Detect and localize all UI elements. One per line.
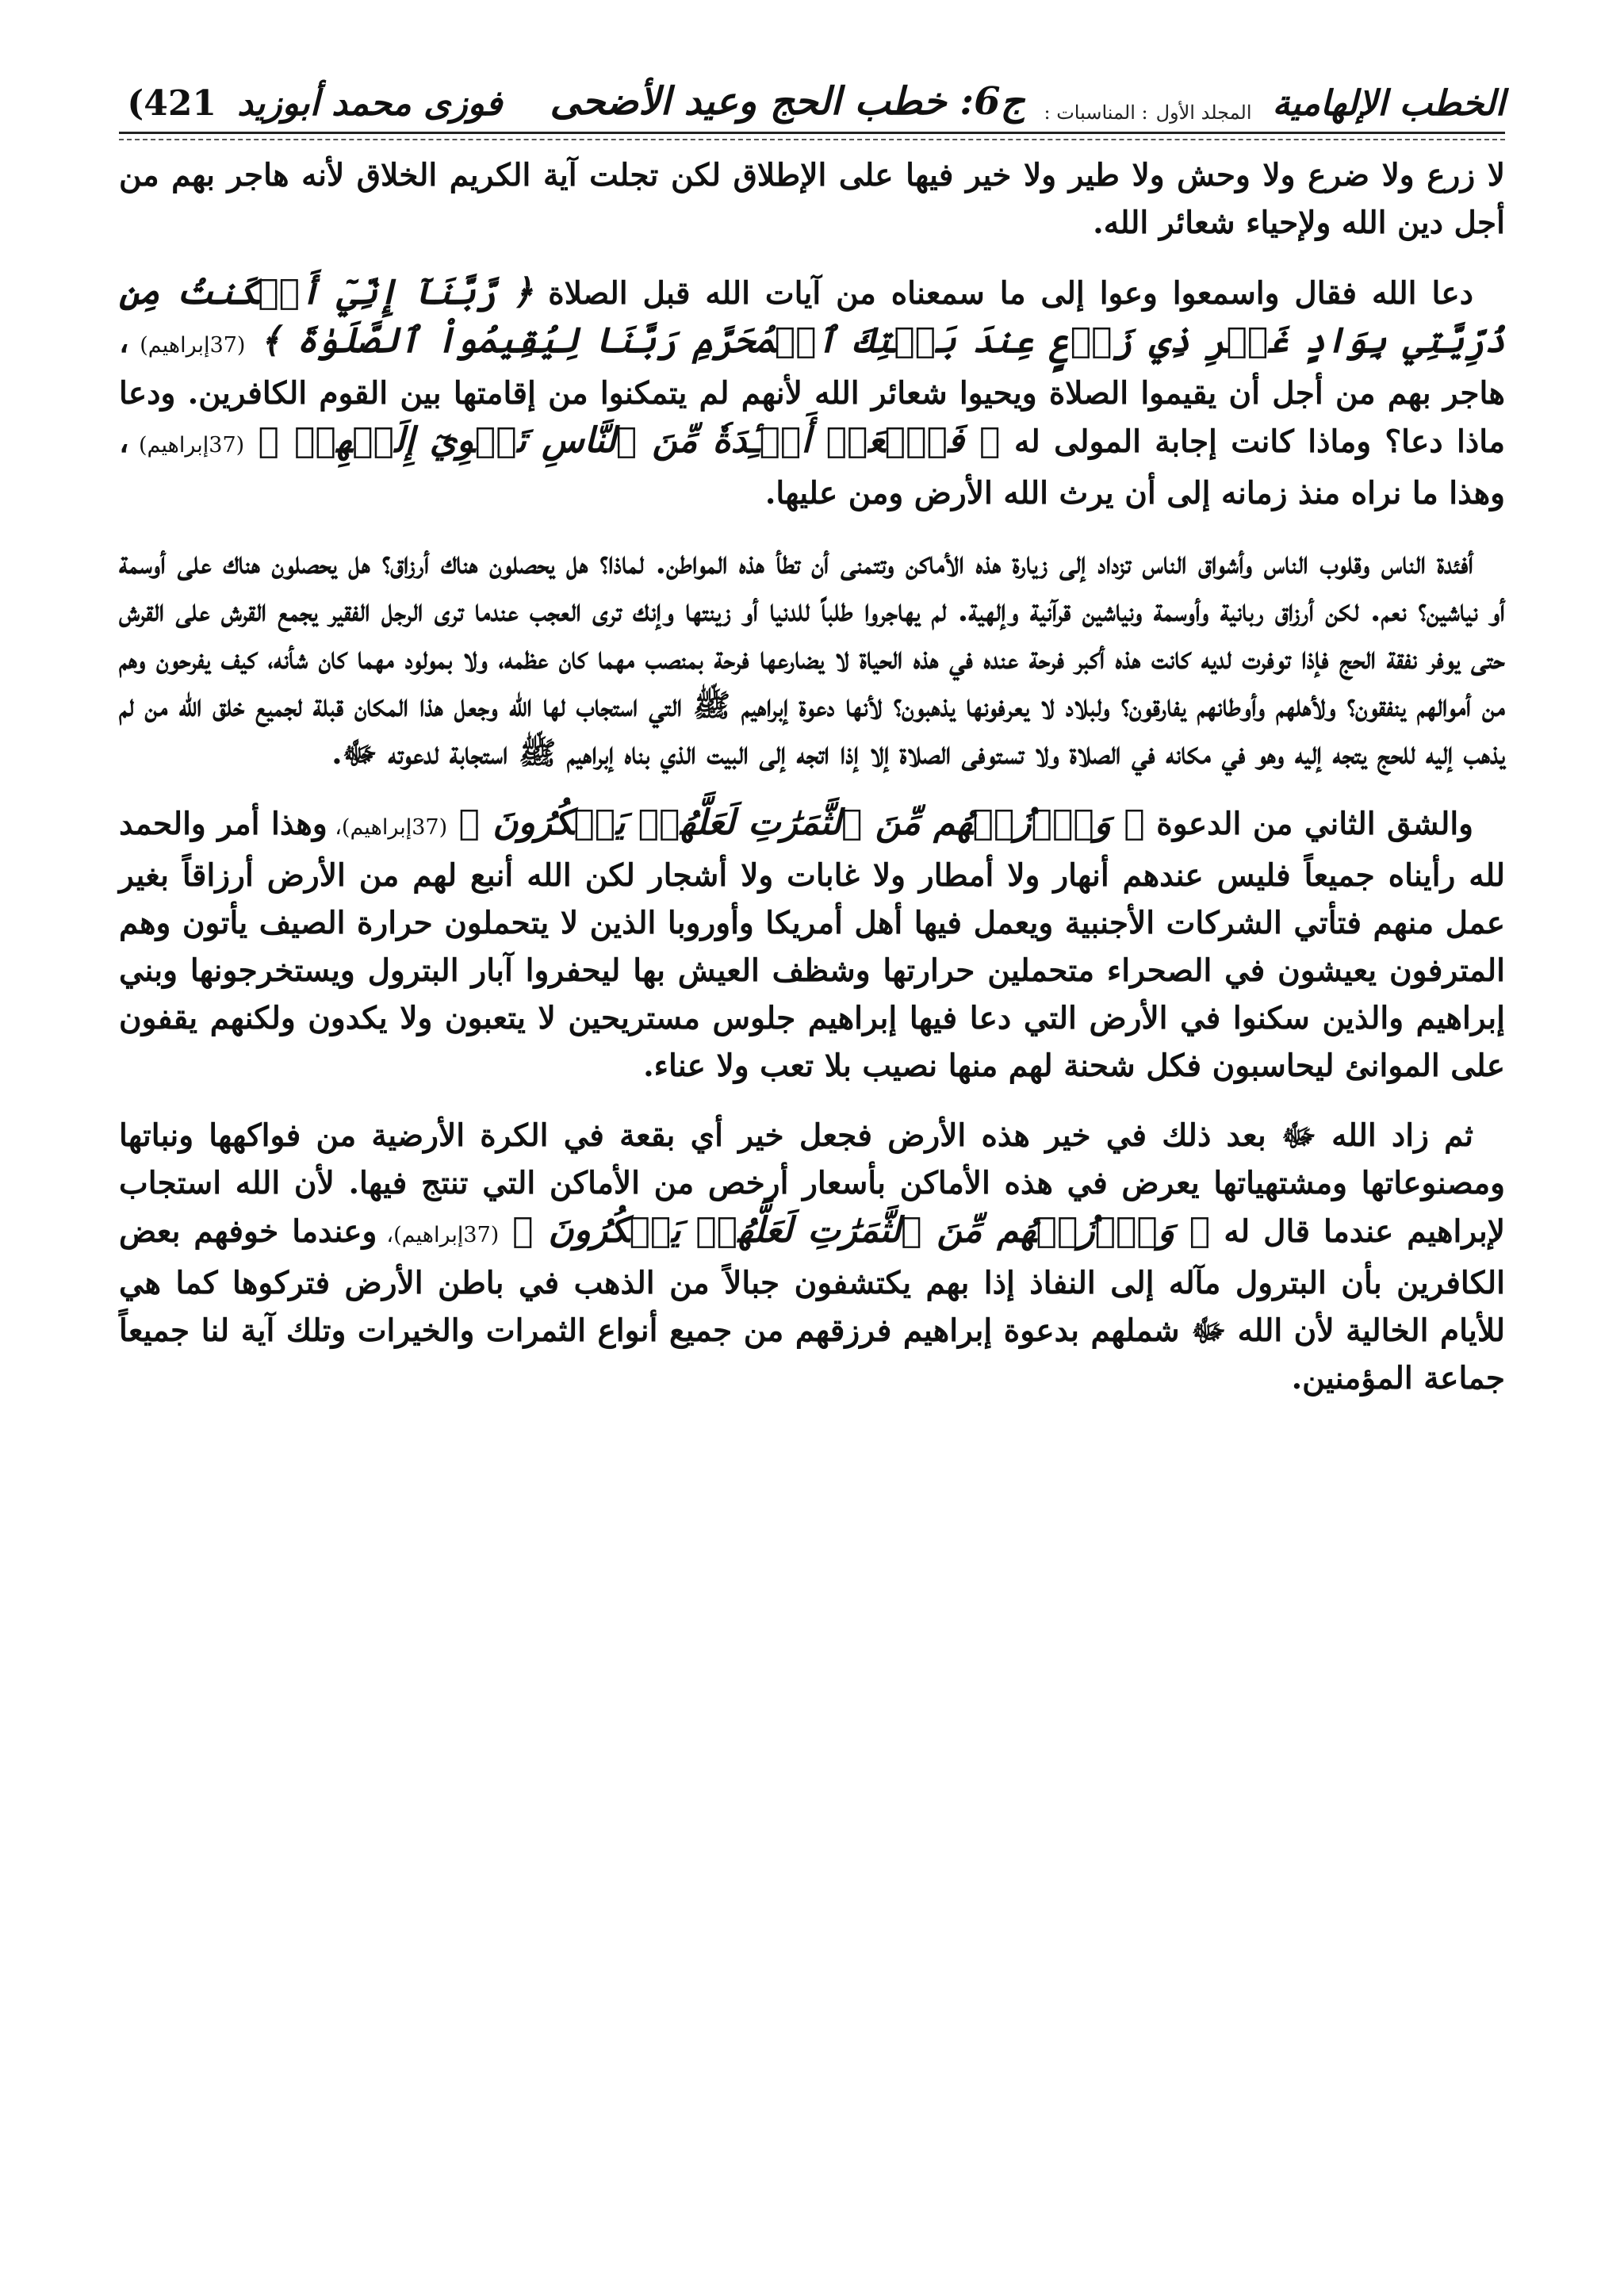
verse-reference: (37إبراهيم)، [327, 815, 448, 840]
running-header [119, 73, 1505, 124]
paragraph-text: وعندما خوفهم بعض الكافرين بأن البترول مآله إلى النفاذ إذا بهم يكتشفون جبالاً من الذهب في باطن الأرض فتركوها كما هي للأيام الخالية لأن الله ﷻ شملهم بدعوة إبراهيم فرزقهم من جميع أنواع الثمرات والخيرات وتلك آية لنا جميعاً جماعة المؤمنين. [119, 1213, 1505, 1396]
topic-label: : المناسبات : [1044, 102, 1148, 124]
paragraph-text: والشق الثاني من الدعوة [1144, 806, 1474, 842]
paragraph-text: ثم زاد الله ﷻ بعد ذلك في خير هذه الأرض فجعل خير أي بقعة في الكرة الأرضية من فواكهها ونباتها ومصنوعاتها ومشتهياتها يعرض في هذه الأماكن بأسعار أرخص من الأماكن التي تنتج فيها. لأن الله استجاب لإبراهيم عندما قال له [119, 1117, 1506, 1250]
chapter-title: ج6: خطب الحج وعيد الأضحى [550, 79, 1025, 124]
quran-verse: ﴿ رَّبَّنَآ إِنِّيٓ أَسۡكَنتُ مِن ذُرِّيَّتِي بِوَادٍ غَيۡرِ ذِي زَرۡعٍ عِندَ بَيۡتِكَ ٱلۡمُحَرَّمِ رَبَّنَا لِيُقِيمُواْ ٱلصَّلَوٰةَ ﴾ [119, 272, 1506, 361]
paragraph [119, 269, 1505, 517]
quran-verse: ﴿ وَٱرۡزُقۡهُم مِّنَ ٱلثَّمَرَٰتِ لَعَلَّهُمۡ يَشۡكُرُونَ ﴾ [458, 803, 1145, 843]
paragraph [119, 151, 1505, 247]
paragraph [119, 799, 1505, 1090]
paragraph-text: ، وهذا ما نراه منذ زمانه إلى أن يرث الله الأرض ومن عليها. [119, 423, 1505, 511]
paragraph-text: دعا الله فقال واسمعوا وعوا إلى ما سمعناه من آيات الله قبل الصلاة [533, 275, 1473, 312]
header-dashed-rule [119, 139, 1505, 140]
paragraph [119, 1112, 1505, 1402]
volume-label: المجلد الأول [1155, 102, 1252, 124]
book-title: الخطب الإلهامية [1272, 83, 1505, 124]
verse-reference: (37إبراهيم) [128, 333, 246, 358]
author-name: فوزى محمد أبوزيد [237, 83, 503, 124]
paragraph-text: أفئدة الناس وقلوب الناس وأشواق الناس تزداد إلى زيارة هذه الأماكن وتتمنى أن تطأ هذه المواطن. لماذا؟ هل يحصلون هناك أرزاق؟ هل يحصلون هناك على أوسمة أو نياشين؟ نعم. لكن أرزاق ربانية وأوسمة ونياشين قرآنية وإلهية. لم يهاجروا طلباً للدنيا أو زينتها وإنك ترى العجب عندما ترى الرجل الفقير يجمع القرش على القرش حتى يوفر نفقة الحج فإذا توفرت لديه كانت هذه أكبر فرحة عنده في هذه الحياة لا يضارعها فرحة بمنصب مهما كان عظمه، ولا بمولود مهما كان شأنه، كيف يفرحون وهم من أموالهم ينفقون؟ ولأهلهم وأوطانهم يفارقون؟ ولبلاد لا يعرفونها يذهبون؟ لأنها دعوة إبراهيم ﷺ التي استجاب لها الله وجعل هذا المكان قبلة لجميع خلق الله من لم يذهب إليه للحج يتجه إليه وهو في مكانه في الصلاة ولا تستوفى الصلاة إلا إذا اتجه إلى البيت الذي بناه إبراهيم ﷺ استجابة لدعوته ﷻ. [119, 545, 1505, 772]
header-rule [119, 132, 1505, 134]
paragraph-text: وهذا أمر والحمد لله رأيناه جميعاً فليس عندهم أنهار ولا أمطار ولا غابات ولا أشجار لكن الله أنبع لهم من الأرض أرزاقاً بغير عمل منهم فتأتي الشركات الأجنبية ويعمل فيها أهل أمريكا وأوروبا الذين لا يتحملون حرارة الصيف يأتون وهم المترفون يعيشون في الصحراء متحملين حرارتها وشظف العيش بها ليحفروا آبار البترول ويستخرجونها وبني إبراهيم والذين سكنوا في الأرض التي دعا فيها إبراهيم جلوس مستريحين لا يتعبون ولا يكدون ولكنهم يقفون على الموانئ ليحاسبون فكل شحنة لهم منها نصيب بلا تعب ولا عناء. [119, 806, 1505, 1084]
paragraph-text: ، هاجر بهم من أجل أن يقيموا الصلاة ويحيوا شعائر الله لأنهم لم يتمكنوا من إقامتها بين القوم الكافرين. ودعا ماذا دعا؟ وماذا كانت إجابة المولى له [119, 324, 1505, 460]
page-number: (421 [127, 83, 217, 124]
body-text [119, 151, 1505, 1402]
verse-reference: (37إبراهيم)، [377, 1223, 500, 1247]
page-number-value: 421 [144, 83, 217, 124]
quran-verse: ﴿ وَٱرۡزُقۡهُم مِّنَ ٱلثَّمَرَٰتِ لَعَلَّهُمۡ يَشۡكُرُونَ ﴾ [512, 1210, 1211, 1251]
paragraph-text: لا زرع ولا ضرع ولا وحش ولا طير ولا خير فيها على الإطلاق لكن تجلت آية الكريم الخلاق لأنه هاجر بهم من أجل دين الله ولإحياء شعائر الله. [119, 157, 1505, 241]
paragraph [119, 539, 1505, 777]
verse-reference: (37إبراهيم) [128, 433, 245, 458]
quran-verse: ﴿ فَٱجۡعَلۡ أَفۡـِٔدَةٗ مِّنَ ٱلنَّاسِ تَهۡوِيٓ إِلَيۡهِمۡ ﴾ [258, 420, 1001, 461]
